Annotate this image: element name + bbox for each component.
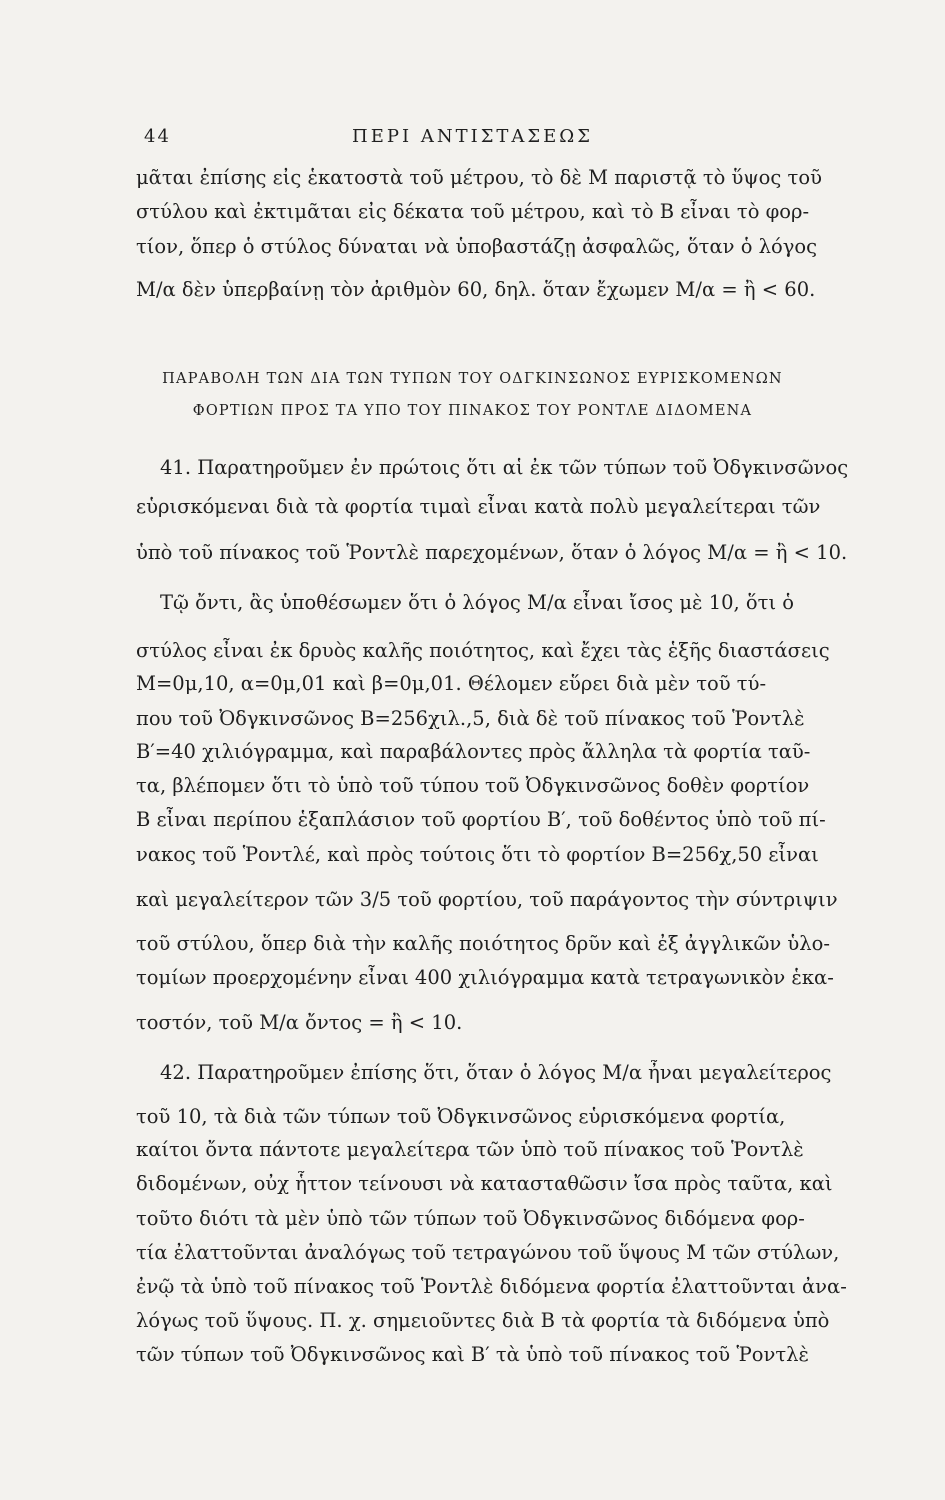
text-line: 42. Παρατηροῦμεν ἐπίσης ὅτι, ὅταν ὁ λόγος Μ/α ἦναι μεγαλείτερος — [160, 1061, 832, 1084]
text-line: στύλου καὶ ἐκτιμᾶται εἰς δέκατα τοῦ μέτρου, καὶ τὸ Β εἶναι τὸ φορ- — [136, 200, 810, 223]
text-line: Μ/α δὲν ὑπερβαίνῃ τὸν ἀριθμὸν 60, δηλ. ὅταν ἔχωμεν Μ/α = ἢ < 60. — [136, 278, 816, 301]
text-line: τομίων προερχομένην εἶναι 400 χιλιόγραμμα κατὰ τετραγωνικὸν ἑκα- — [136, 966, 834, 989]
heading-line: ΦΟΡΤΙΩΝ ΠΡΟΣ ΤΑ ΥΠΟ ΤΟΥ ΠΙΝΑΚΟΣ ΤΟΥ ΡΟΝΤΛΕ ΔΙΔΟΜΕΝΑ — [192, 403, 753, 419]
text-line: τοῦ στύλου, ὅπερ διὰ τὴν καλῆς ποιότητος δρῦν καὶ ἐξ ἀγγλικῶν ὑλο- — [136, 932, 830, 955]
text-line: νακος τοῦ Ῥοντλέ, καὶ πρὸς τούτοις ὅτι τὸ φορτίον Β=256χ,50 εἶναι — [136, 843, 819, 866]
text-line: εὑρισκόμεναι διὰ τὰ φορτία τιμαὶ εἶναι κατὰ πολὺ μεγαλείτεραι τῶν — [136, 495, 821, 518]
text-line: λόγως τοῦ ὕψους. Π. χ. σημειοῦντες διὰ Β τὰ φορτία τὰ διδόμενα ὑπὸ — [136, 1309, 830, 1332]
heading-line: ΠΑΡΑΒΟΛΗ ΤΩΝ ΔΙΑ ΤΩΝ ΤΥΠΩΝ ΤΟΥ ΟΔΓΚΙΝΣΩΝΟΣ ΕΥΡΙΣΚΟΜΕΝΩΝ — [162, 371, 783, 387]
text-line: καὶ μεγαλείτερον τῶν 3/5 τοῦ φορτίου, τοῦ παράγοντος τὴν σύντριψιν — [136, 888, 838, 911]
text-line: τοῦτο διότι τὰ μὲν ὑπὸ τῶν τύπων τοῦ Ὀδγκινσῶνος διδόμενα φορ- — [136, 1207, 805, 1230]
page-header — [0, 126, 945, 156]
text-line: καίτοι ὄντα πάντοτε μεγαλείτερα τῶν ὑπὸ τοῦ πίνακος τοῦ Ῥοντλὲ — [136, 1138, 804, 1161]
text-line: τία ἐλαττοῦνται ἀναλόγως τοῦ τετραγώνου τοῦ ὕψους Μ τῶν στύλων, — [136, 1241, 840, 1264]
text-line: τῶν τύπων τοῦ Ὀδγκινσῶνος καὶ Β′ τὰ ὑπὸ τοῦ πίνακος τοῦ Ῥοντλὲ — [136, 1343, 809, 1366]
page-number: 44 — [144, 126, 171, 147]
text-line: Μ=0μ,10, α=0μ,01 καὶ β=0μ,01. Θέλομεν εὕρει διὰ μὲν τοῦ τύ- — [136, 672, 767, 695]
text-line: ἐνῷ τὰ ὑπὸ τοῦ πίνακος τοῦ Ῥοντλὲ διδόμενα φορτία ἐλαττοῦνται ἀνα- — [136, 1275, 847, 1298]
text-line: τοῦ 10, τὰ διὰ τῶν τύπων τοῦ Ὀδγκινσῶνος εὑρισκόμενα φορτία, — [136, 1105, 786, 1128]
text-line: Τῷ ὄντι, ἂς ὑποθέσωμεν ὅτι ὁ λόγος Μ/α εἶναι ἴσος μὲ 10, ὅτι ὁ — [160, 591, 795, 614]
text-line: ὑπὸ τοῦ πίνακος τοῦ Ῥοντλὲ παρεχομένων, ὅταν ὁ λόγος Μ/α = ἢ < 10. — [136, 541, 848, 564]
text-line: τα, βλέπομεν ὅτι τὸ ὑπὸ τοῦ τύπου τοῦ Ὀδγκινσῶνος δοθὲν φορτίον — [136, 774, 810, 797]
running-title: ΠΕΡΙ ΑΝΤΙΣΤΑΣΕΩΣ — [352, 126, 593, 147]
text-line: τίον, ὅπερ ὁ στύλος δύναται νὰ ὑποβαστάζῃ ἀσφαλῶς, ὅταν ὁ λόγος — [136, 235, 818, 258]
text-line: Β εἶναι περίπου ἑξαπλάσιον τοῦ φορτίου Β′, τοῦ δοθέντος ὑπὸ τοῦ πί- — [136, 808, 826, 831]
text-line: διδομένων, οὐχ ἧττον τείνουσι νὰ κατασταθῶσιν ἴσα πρὸς ταῦτα, καὶ — [136, 1172, 833, 1195]
text-line: 41. Παρατηροῦμεν ἐν πρώτοις ὅτι αἱ ἐκ τῶν τύπων τοῦ Ὀδγκινσῶνος — [160, 456, 849, 479]
text-line: μᾶται ἐπίσης εἰς ἑκατοστὰ τοῦ μέτρου, τὸ δὲ Μ παριστᾷ τὸ ὕψος τοῦ — [136, 166, 822, 189]
text-line: στύλος εἶναι ἐκ δρυὸς καλῆς ποιότητος, καὶ ἔχει τὰς ἑξῆς διαστάσεις — [136, 639, 830, 662]
text-line: τοστόν, τοῦ Μ/α ὄντος = ἢ < 10. — [136, 1011, 463, 1034]
text-line: που τοῦ Ὀδγκινσῶνος Β=256χιλ.,5, διὰ δὲ τοῦ πίνακος τοῦ Ῥοντλὲ — [136, 707, 805, 730]
text-line: Β′=40 χιλιόγραμμα, καὶ παραβάλοντες πρὸς ἄλληλα τὰ φορτία ταῦ- — [136, 740, 811, 763]
